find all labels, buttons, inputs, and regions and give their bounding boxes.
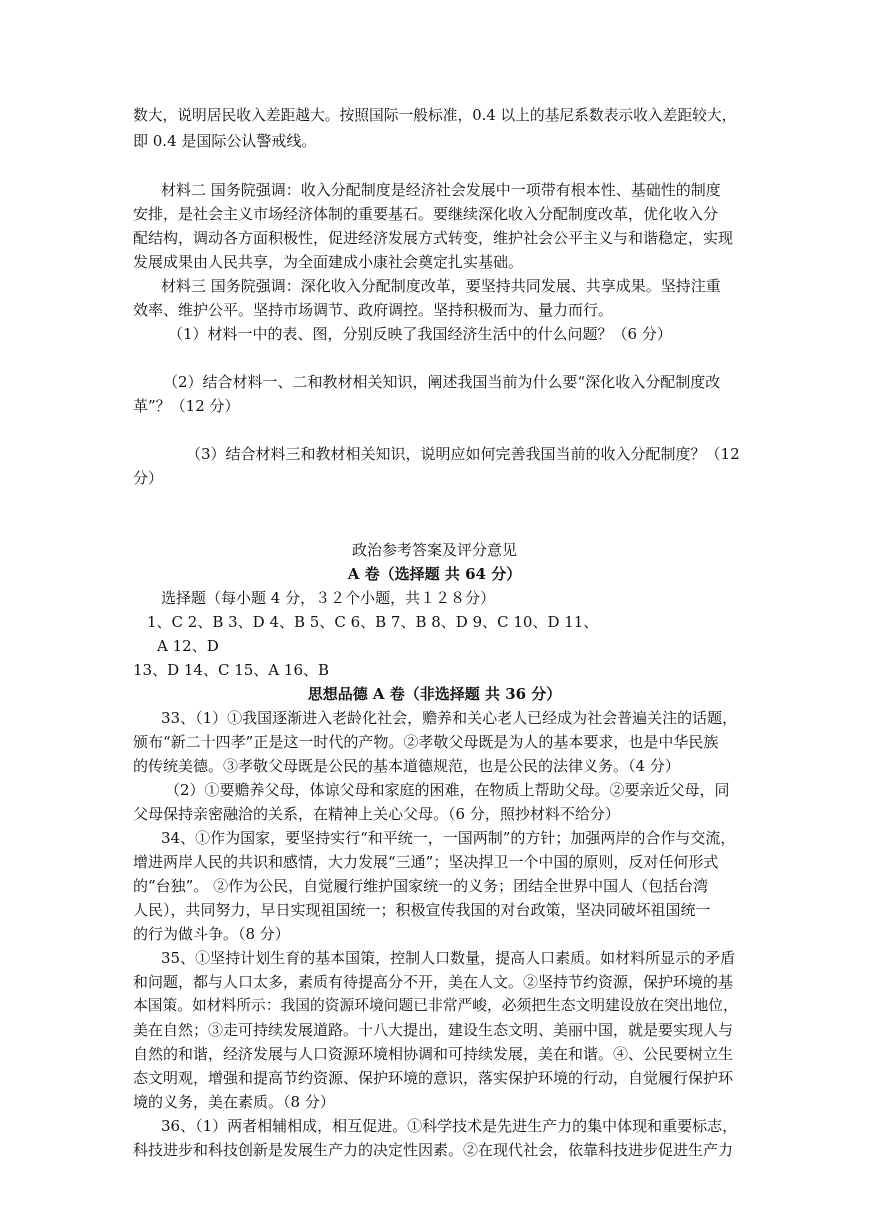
answer-34-line: 的行为做斗争。（8 分） bbox=[133, 925, 290, 943]
material2-line-2: 安排，是社会主义市场经济体制的重要基石。要继续深化收入分配制度改革，优化收入分 bbox=[133, 205, 719, 223]
answer-33-line: 33、（1）①我国逐渐进入老龄化社会，赡养和关心老人已经成为社会普遍关注的话题， bbox=[161, 709, 738, 727]
choice-answers-line-3: 13、D 14、C 15、A 16、B bbox=[133, 661, 330, 679]
answer-33-line: 颁布“新二十四孝”正是这一时代的产物。②孝敬父母既是为人的基本要求，也是中华民族 bbox=[133, 733, 719, 751]
answer-33-line: （2）①要赡养父母，体谅父母和家庭的困难，在物质上帮助父母。②要亲近父母，同 bbox=[165, 781, 730, 799]
choice-answers-line-2: A 12、D bbox=[157, 637, 219, 655]
section-a-heading: A 卷（选择题 共 64 分） bbox=[347, 565, 522, 583]
material3-line-1: 材料三 国务院强调：深化收入分配制度改革，要坚持共同发展、共享成果。坚持注重 bbox=[161, 277, 721, 295]
choice-intro: 选择题（每小题 4 分，３２个小题，共１２８分） bbox=[161, 589, 496, 607]
answer-35-line: 美在自然；③走可持续发展道路。十八大提出，建设生态文明、美丽中国，就是要实现人与 bbox=[133, 1021, 734, 1039]
choice-answers-line-1: 1、C 2、B 3、D 4、B 5、C 6、B 7、B 8、D 9、C 10、D 11、 bbox=[147, 613, 599, 631]
section-b-heading: 思想品德 A 卷（非选择题 共 36 分） bbox=[307, 685, 562, 703]
answer-34-line: 的“台独”。 ②作为公民，自觉履行维护国家统一的义务；团结全世界中国人（包括台湾 bbox=[133, 877, 709, 895]
answer-35-line: 本国策。如材料所示：我国的资源环境问题已非常严峻，必须把生态文明建设放在突出地位， bbox=[133, 997, 738, 1014]
answer-35-line: 境的义务，美在素质。（8 分） bbox=[133, 1093, 335, 1111]
answers-title: 政治参考答案及评分意见 bbox=[351, 541, 517, 559]
question-2-line-2: 革”？（12 分） bbox=[133, 397, 240, 415]
material2-line-3: 配结构，调动各方面积极性，促进经济发展方式转变，维护社会公平主义与和谐稳定，实现 bbox=[133, 229, 734, 247]
answer-35-line: 态文明观，增强和提高节约资源、保护环境的意识，落实保护环境的行动，自觉履行保护环 bbox=[133, 1069, 734, 1087]
answer-33-line: 的传统美德。③孝敬父母既是公民的基本道德规范，也是公民的法律义务。（4 分） bbox=[133, 757, 680, 775]
answer-35-line: 35、①坚持计划生育的基本国策，控制人口数量，提高人口素质。如材料所显示的矛盾 bbox=[161, 949, 736, 967]
material3-line-2: 效率、维护公平。坚持市场调节、政府调控。坚持积极而为、量力而行。 bbox=[133, 301, 614, 319]
answer-36-line: 36、（1）两者相辅相成，相互促进。①科学技术是先进生产力的集中体现和重要标志， bbox=[161, 1117, 738, 1135]
answer-34-line: 34、①作为国家，要坚持实行“和平统一，一国两制”的方针；加强两岸的合作与交流， bbox=[161, 829, 736, 847]
answer-35-line: 和问题，都与人口太多，素质有待提高分不开，美在人文。②坚持节约资源，保护环境的基 bbox=[133, 973, 734, 991]
answer-33-line: 父母保持亲密融洽的关系，在精神上关心父母。（6 分，照抄材料不给分） bbox=[133, 805, 620, 823]
answer-34-line: 增进两岸人民的共识和感情，大力发展“三通”；坚决捍卫一个中国的原则，反对任何形式 bbox=[133, 853, 719, 871]
question-2-line-1: （2）结合材料一、二和教材相关知识，阐述我国当前为什么要“深化收入分配制度改 bbox=[163, 373, 721, 391]
answer-35-line: 自然的和谐，经济发展与人口资源环境相协调和可持续发展，美在和谐。④、公民要树立生 bbox=[133, 1045, 734, 1063]
material1-line-1: 数大，说明居民收入差距越大。按照国际一般标准，0.4 以上的基尼系数表示收入差距较大， bbox=[133, 107, 737, 124]
question-1: （1）材料一中的表、图，分别反映了我国经济生活中的什么问题？（6 分） bbox=[168, 325, 672, 343]
answer-34-line: 人民），共同努力，早日实现祖国统一；积极宣传我国的对台政策，坚决同破坏祖国统一 bbox=[133, 901, 711, 919]
material1-line-2: 即 0.4 是国际公认警戒线。 bbox=[133, 132, 317, 150]
material2-line-4: 发展成果由人民共享，为全面建成小康社会奠定扎实基础。 bbox=[133, 253, 524, 271]
question-3-line-1: （3）结合材料三和教材相关知识，说明应如何完善我国当前的收入分配制度？（12 bbox=[186, 445, 740, 463]
answer-36-line: 科技进步和科技创新是发展生产力的决定性因素。②在现代社会，依靠科技进步促进生产力 bbox=[133, 1141, 734, 1159]
material2-line-1: 材料二 国务院强调：收入分配制度是经济社会发展中一项带有根本性、基础性的制度 bbox=[161, 181, 721, 199]
question-3-line-2: 分） bbox=[133, 469, 164, 487]
